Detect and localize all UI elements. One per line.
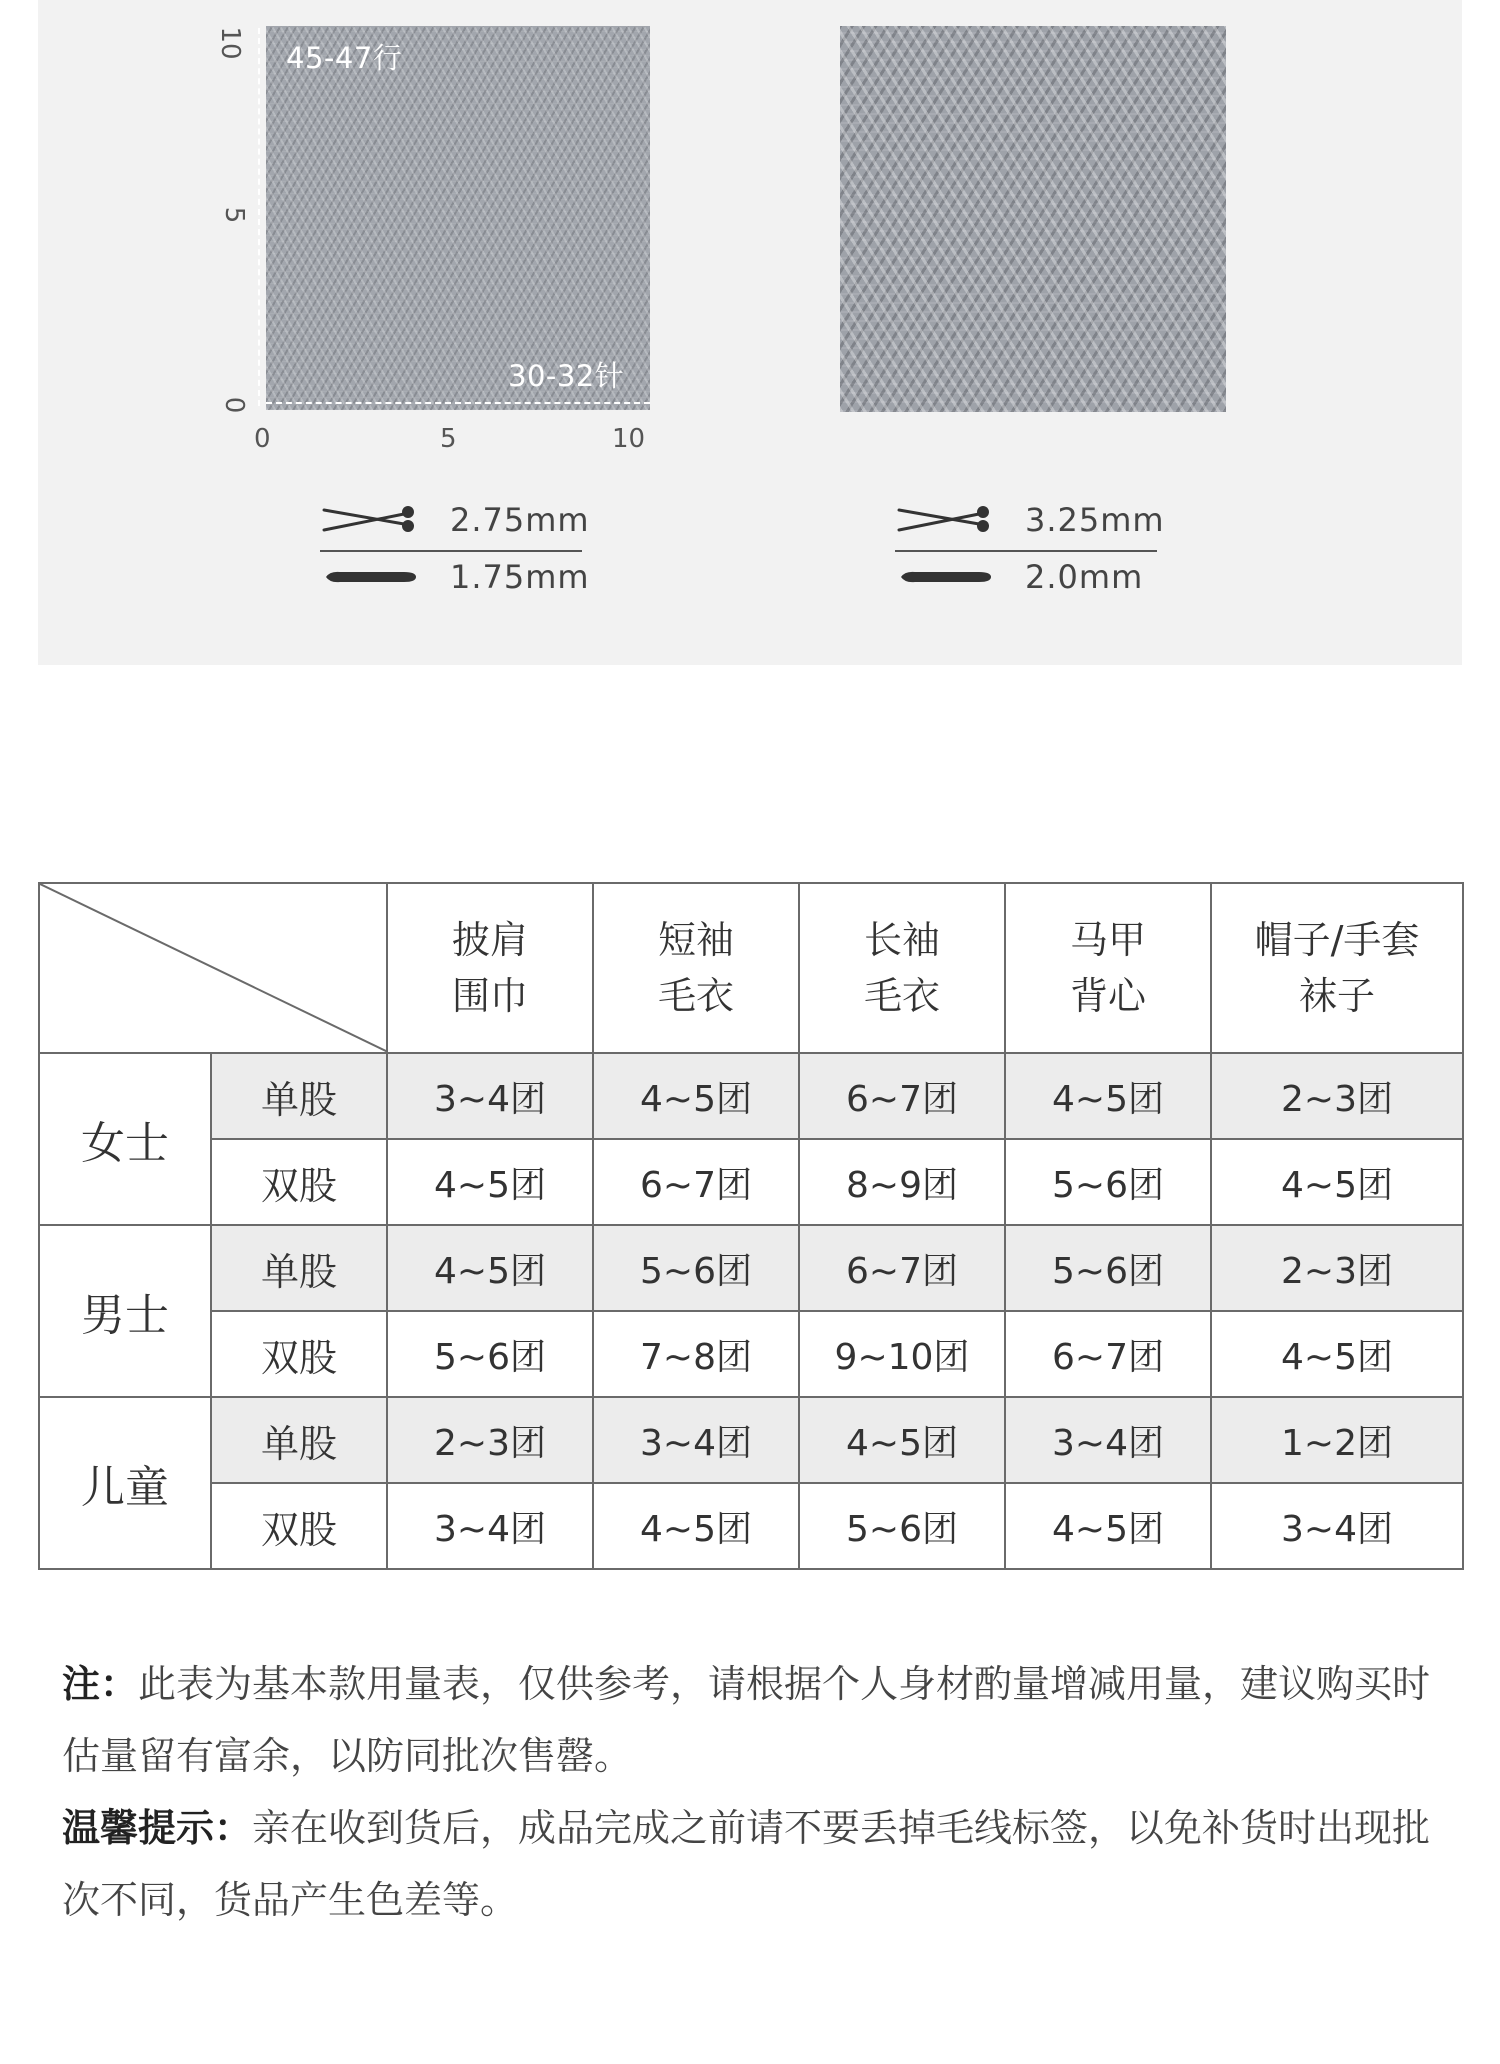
- diagonal-divider: [40, 884, 388, 1052]
- table-cell: 5~6团: [1005, 1139, 1211, 1225]
- header-row: [39, 883, 1463, 1053]
- table-cell: 3~4团: [387, 1053, 593, 1139]
- hook-size: 1.75mm: [450, 558, 590, 596]
- group-label: 儿童: [39, 1397, 211, 1569]
- table-row: [39, 1311, 1463, 1397]
- table-cell: 4~5团: [387, 1139, 593, 1225]
- table-cell: 3~4团: [1211, 1483, 1463, 1569]
- y-tick: 5: [219, 206, 249, 224]
- table-cell: 3~4团: [387, 1483, 593, 1569]
- table-cell: 4~5团: [593, 1053, 799, 1139]
- hook-size-2: 2.0mm: [1025, 558, 1144, 596]
- tip-paragraph: [62, 1792, 1452, 1936]
- table-cell: 2~3团: [387, 1397, 593, 1483]
- horizontal-ruler: [266, 402, 650, 404]
- table-cell: 2~3团: [1211, 1053, 1463, 1139]
- column-header: 长袖 毛衣: [799, 883, 1005, 1053]
- x-tick: 10: [612, 424, 646, 454]
- table-row: [39, 1483, 1463, 1569]
- table-cell: 3~4团: [1005, 1397, 1211, 1483]
- table-cell: 4~5团: [799, 1397, 1005, 1483]
- group-label: 男士: [39, 1225, 211, 1397]
- x-tick: 0: [254, 424, 271, 454]
- x-tick: 5: [440, 424, 457, 454]
- crochet-hook-icon: [320, 562, 420, 592]
- table-cell: 9~10团: [799, 1311, 1005, 1397]
- table-cell: 4~5团: [387, 1225, 593, 1311]
- needle-size-large: 2.75mm: [450, 501, 590, 539]
- table-cell: 6~7团: [799, 1225, 1005, 1311]
- table-cell: 5~6团: [387, 1311, 593, 1397]
- gauge-swatch-image-2: [840, 26, 1226, 412]
- table-cell: 5~6团: [593, 1225, 799, 1311]
- strand-label: 双股: [211, 1483, 387, 1569]
- table-cell: 4~5团: [1005, 1483, 1211, 1569]
- note-paragraph: [62, 1648, 1452, 1792]
- y-tick: 10: [215, 26, 245, 60]
- table-row: [39, 1139, 1463, 1225]
- notes-section: [62, 1648, 1452, 1936]
- crochet-hook-icon: [895, 562, 995, 592]
- tip-text: 亲在收到货后，成品完成之前请不要丢掉毛线标签，以免补货时出现批次不同，货品产生色差等。: [62, 1806, 1431, 1922]
- table-row: [39, 1225, 1463, 1311]
- vertical-ruler: [258, 28, 260, 406]
- table-row: [39, 1397, 1463, 1483]
- tip-label: 温馨提示：: [62, 1806, 253, 1850]
- note-label: 注：: [62, 1662, 139, 1706]
- legend-divider: [895, 550, 1157, 552]
- table-cell: 6~7团: [1005, 1311, 1211, 1397]
- column-header: 马甲 背心: [1005, 883, 1211, 1053]
- strand-label: 双股: [211, 1139, 387, 1225]
- table-cell: 1~2团: [1211, 1397, 1463, 1483]
- y-tick: 0: [219, 396, 249, 414]
- note-text: 此表为基本款用量表，仅供参考，请根据个人身材酌量增减用量，建议购买时估量留有富余，以防同批次售罄。: [62, 1662, 1431, 1778]
- table-cell: 4~5团: [1211, 1139, 1463, 1225]
- yarn-usage-table: [38, 882, 1464, 1570]
- strand-label: 单股: [211, 1053, 387, 1139]
- knitting-needles-icon: [320, 500, 420, 540]
- strand-label: 单股: [211, 1397, 387, 1483]
- table-cell: 6~7团: [593, 1139, 799, 1225]
- table-cell: 5~6团: [1005, 1225, 1211, 1311]
- rows-label: 45-47行: [286, 41, 403, 75]
- gauge-swatch-image: [266, 26, 650, 410]
- needle-size-large-2: 3.25mm: [1025, 501, 1165, 539]
- table-cell: 7~8团: [593, 1311, 799, 1397]
- table-row: [39, 1053, 1463, 1139]
- column-header: 帽子/手套 袜子: [1211, 883, 1463, 1053]
- table-cell: 3~4团: [593, 1397, 799, 1483]
- knitting-needles-icon: [895, 500, 995, 540]
- table-cell: 4~5团: [1211, 1311, 1463, 1397]
- strand-label: 双股: [211, 1311, 387, 1397]
- table-cell: 2~3团: [1211, 1225, 1463, 1311]
- table-cell: 8~9团: [799, 1139, 1005, 1225]
- gauge-panel: [38, 0, 1462, 665]
- table-cell: 5~6团: [799, 1483, 1005, 1569]
- legend-divider: [320, 550, 582, 552]
- corner-cell: [39, 883, 387, 1053]
- table-cell: 6~7团: [799, 1053, 1005, 1139]
- table-cell: 4~5团: [593, 1483, 799, 1569]
- column-header: 披肩 围巾: [387, 883, 593, 1053]
- stitch-label: 30-32针: [508, 359, 625, 393]
- table-cell: 4~5团: [1005, 1053, 1211, 1139]
- strand-label: 单股: [211, 1225, 387, 1311]
- column-header: 短袖 毛衣: [593, 883, 799, 1053]
- group-label: 女士: [39, 1053, 211, 1225]
